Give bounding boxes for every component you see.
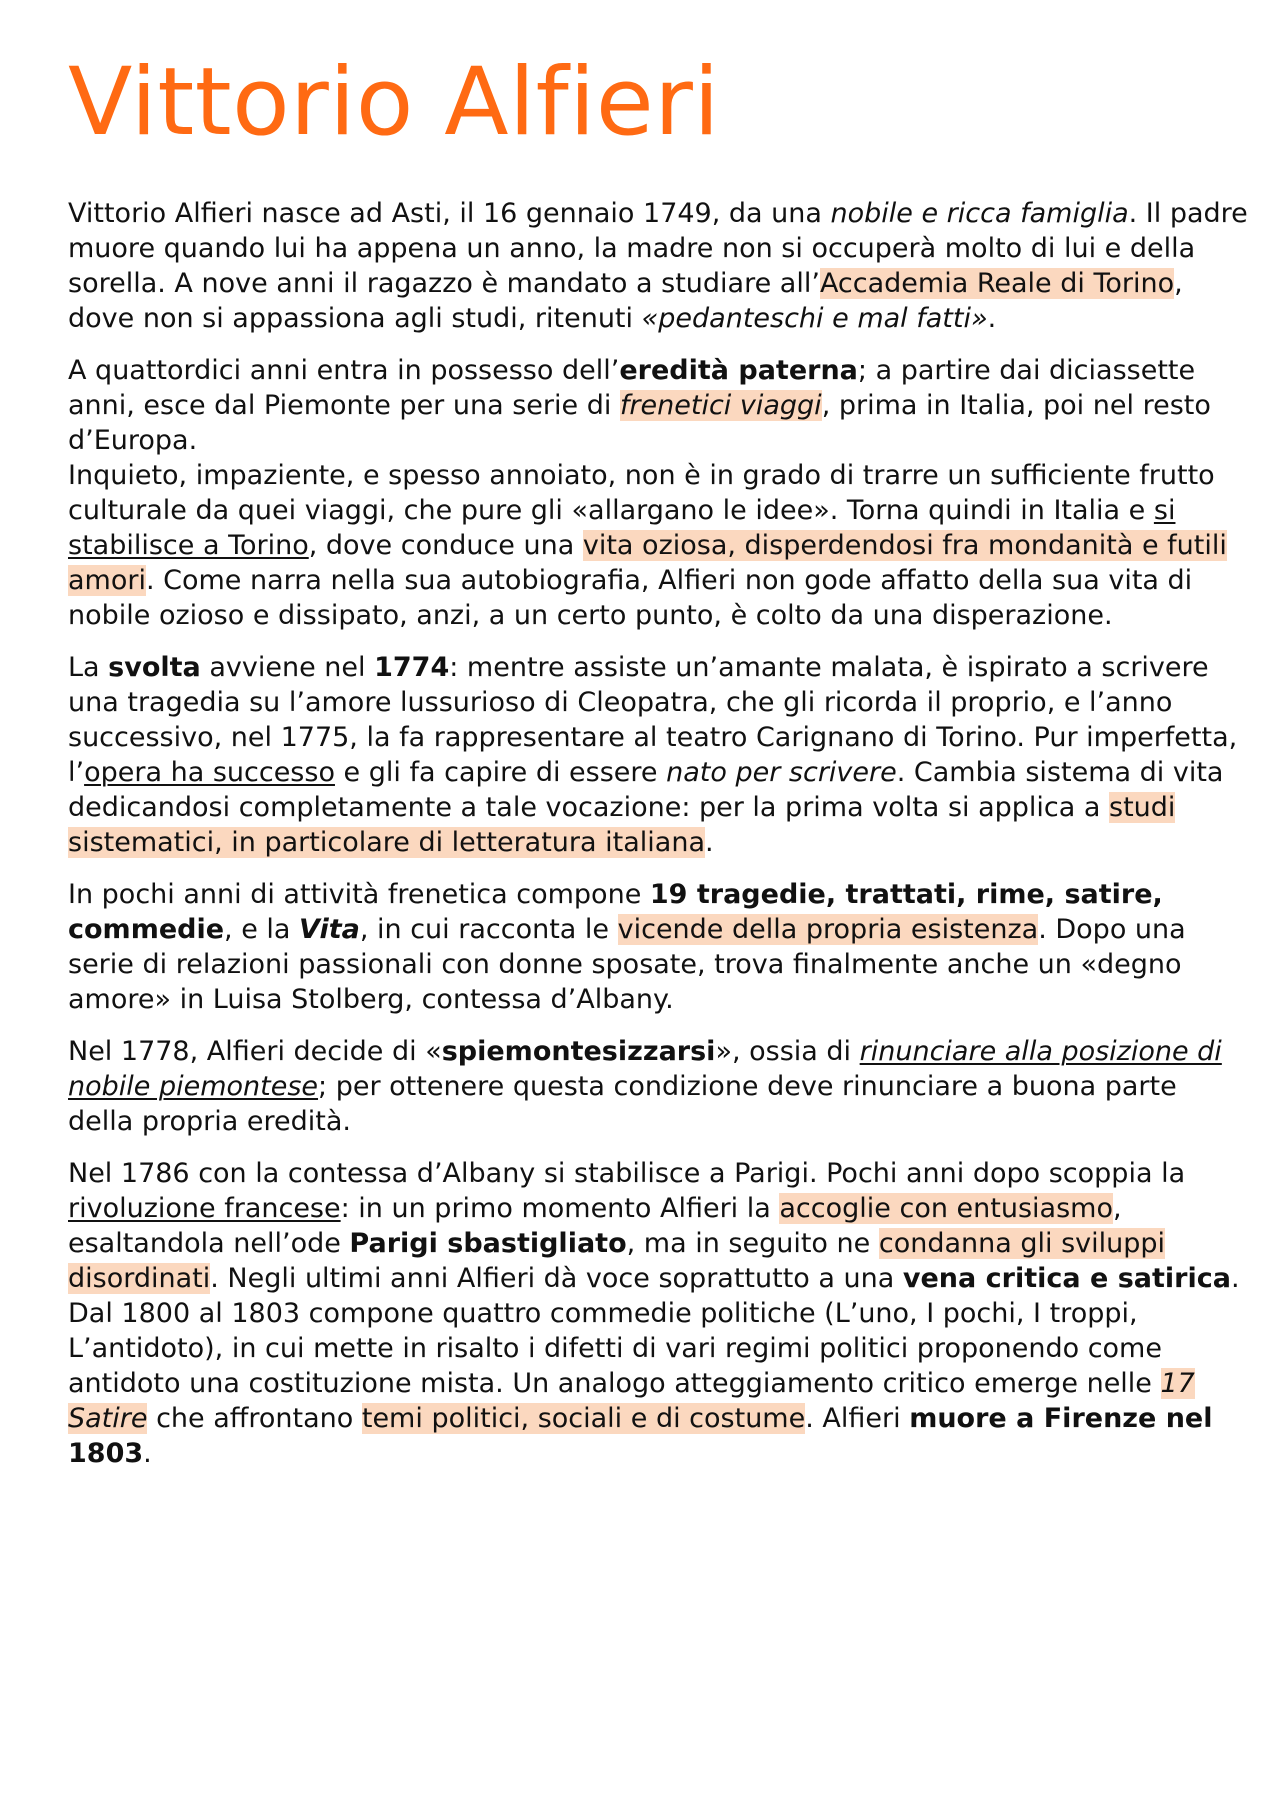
text-run: Inquieto, impaziente, e spesso annoiato, non è in grado di trarre un sufficiente frutto culturale da quei viaggi, che pure gli «allargano le idee». Torna quindi in Italia e [68, 460, 1215, 526]
text-run: , ma in seguito ne [626, 1228, 879, 1259]
highlighted-text: vicende della propria esistenza [617, 914, 1039, 945]
highlighted-text: temi politici, sociali e di costume [361, 1403, 806, 1434]
highlighted-text: frenetici viaggi [619, 390, 822, 421]
text-run: ; a partire dai diciassette anni, esce dal Piemonte per una serie di [68, 355, 1196, 421]
text-run: A quattordici anni entra in possesso dell’ [68, 355, 620, 386]
text-run: : mentre assiste un’amante malata, è ispirato a scrivere una tragedia su l’amore lussurioso di Cleopatra, che gli ricorda il proprio, e l’anno successivo, nel 1775, la fa rappresentare al teatro Carignano di Torino. Pur imperfetta, l’ [68, 652, 1238, 788]
bold-italic-text: Vita [299, 914, 360, 945]
paragraph-birth [68, 196, 1248, 336]
bold-text: svolta [108, 652, 201, 683]
text-run: , dove conduce una [308, 530, 583, 561]
text-run: La [68, 652, 109, 683]
text-run: : in un primo momento Alfieri la [340, 1193, 780, 1224]
text-run: e gli fa capire di essere [334, 757, 667, 788]
paragraph-paris [68, 1156, 1248, 1471]
italic-text: «pedanteschi e mal fatti» [641, 303, 988, 334]
text-run: ; per ottenere questa condizione deve rinunciare a buona parte della propria eredità. [68, 1071, 1177, 1137]
highlighted-text: accoglie con entusiasmo [779, 1193, 1113, 1224]
page-title: Vittorio Alfieri [68, 48, 720, 157]
bold-text: eredità paterna [619, 355, 858, 386]
bold-text: vena critica e satirica [902, 1263, 1231, 1294]
bold-text: Parigi sbastigliato [349, 1228, 627, 1259]
text-run: , e la [224, 914, 300, 945]
document-body [68, 196, 1248, 1471]
paragraph-works [68, 877, 1248, 1017]
document-page [68, 44, 1248, 1488]
highlighted-text: 17 Satire [68, 1368, 1195, 1434]
text-run: . Come narra nella sua autobiografia, Alfieri non gode affatto della sua vita di nobile ozioso e dissipato, anzi, a un certo punto, è colto da una disperazione. [68, 565, 1193, 631]
text-run: . [705, 827, 714, 858]
underlined-text: rivoluzione francese [68, 1193, 341, 1224]
text-run: , prima in Italia, poi nel resto d’Europa. [68, 390, 1211, 456]
italic-text: nato per scrivere [666, 757, 897, 788]
text-run: . Il padre muore quando lui ha appena un anno, la madre non si occuperà molto di lui e della sorella. A nove anni il ragazzo è mandato a studiare all’ [68, 198, 1248, 299]
highlighted-text: studi sistematici, in particolare di letteratura italiana [68, 792, 1176, 858]
highlighted-text: condanna gli sviluppi disordinati [68, 1228, 1166, 1294]
text-run: . Dopo una serie di relazioni passionali con donne sposate, trova finalmente anche un «degno amore» in Luisa Stolberg, contessa d’Albany. [68, 914, 1186, 1015]
bold-text: spiemontesizzarsi [441, 1036, 716, 1067]
bold-text: 19 tragedie, trattati, rime, satire, commedie [68, 879, 1163, 945]
paragraph-spiemontesizzarsi [68, 1034, 1248, 1139]
bold-text: muore a Firenze nel 1803 [68, 1403, 1213, 1469]
text-run: . Negli ultimi anni Alfieri dà voce soprattutto a una [210, 1263, 903, 1294]
text-run: », ossia di [715, 1036, 860, 1067]
italic-text: nobile e ricca famiglia [830, 198, 1129, 229]
paragraph-travels [68, 353, 1248, 633]
underlined-text: si stabilisce a Torino [68, 495, 1176, 561]
bold-text: 1774 [374, 652, 450, 683]
text-run: che affrontano [147, 1403, 362, 1434]
highlighted-text: vita oziosa, disperdendosi fra mondanità e futili amori [68, 530, 1227, 596]
italic-underlined-text: rinunciare alla posizione di nobile piemontese [68, 1036, 1222, 1102]
text-run: , dove non si appassiona agli studi, ritenuti [68, 268, 1183, 334]
text-run: . [987, 303, 997, 334]
text-run: avviene nel [200, 652, 375, 683]
text-run: Vittorio Alfieri nasce ad Asti, il 16 gennaio 1749, da una [68, 198, 831, 229]
text-run: . Dal 1800 al 1803 compone quattro commedie politiche (L’uno, I pochi, I troppi, L’antidoto), in cui mette in risalto i difetti di vari regimi politici proponendo come antidoto una costituzione mista. Un analogo atteggiamento critico emerge nelle [68, 1263, 1240, 1399]
highlighted-text: Accademia Reale di Torino [819, 268, 1175, 299]
text-run: Nel 1786 con la contessa d’Albany si stabilisce a Parigi. Pochi anni dopo scoppia la [68, 1158, 1186, 1189]
paragraph-turning-point [68, 650, 1248, 860]
text-run: , esaltandola nell’ode [68, 1193, 1122, 1259]
text-run: , in cui racconta le [359, 914, 618, 945]
text-run: . Alfieri [805, 1403, 910, 1434]
text-run: In pochi anni di attività frenetica compone [68, 879, 650, 910]
text-run: Nel 1778, Alfieri decide di « [68, 1036, 442, 1067]
underlined-text: opera ha successo [84, 757, 335, 788]
text-run: . Cambia sistema di vita dedicandosi completamente a tale vocazione: per la prima volta si applica a [68, 757, 1224, 823]
text-run: . [143, 1438, 152, 1469]
